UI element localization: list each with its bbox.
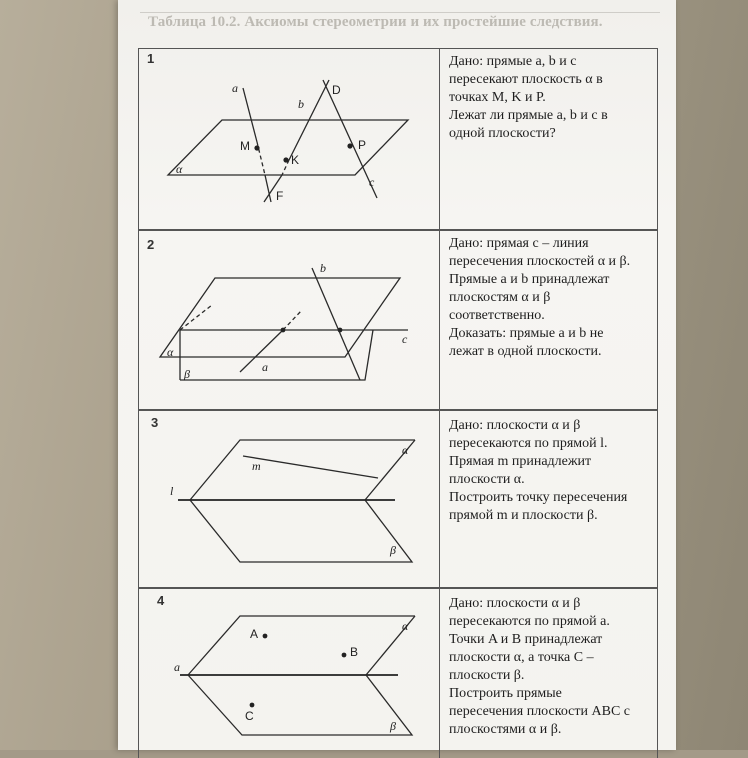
plane-beta bbox=[188, 675, 412, 735]
figure-4 bbox=[174, 616, 415, 735]
label-c: c bbox=[402, 332, 408, 346]
label-f: F bbox=[276, 189, 284, 203]
label-beta: β bbox=[390, 719, 396, 733]
label-b: b bbox=[298, 97, 304, 111]
label-a: a bbox=[262, 360, 268, 374]
line-m bbox=[243, 456, 378, 478]
task-text: Дано: прямые a, b и c пересекают плоскость α в точках M, K и P. Лежат ли прямые a, b и c в одной плоскости? bbox=[449, 54, 608, 141]
label-m: m bbox=[252, 459, 261, 473]
task-text: Дано: прямая c – линия пересечения плоскостей α и β. Прямые a и b принадлежат плоскостям α и β соответственно. Доказать: прямые a и b не лежат в одной плоскости. bbox=[449, 236, 631, 359]
label-c: c bbox=[369, 175, 375, 189]
plane-alpha bbox=[190, 440, 415, 500]
task-number: 3 bbox=[151, 415, 159, 430]
line-a bbox=[265, 175, 271, 202]
task-text: Дано: плоскости α и β пересекаются по прямой l. Прямая m принадлежит плоскости α. Построить точку пересечения прямой m и плоскости β. bbox=[449, 418, 628, 523]
figure-3 bbox=[170, 440, 415, 562]
plane-beta-hidden bbox=[180, 305, 212, 330]
figure-1 bbox=[168, 80, 408, 203]
label-b: b bbox=[320, 261, 326, 275]
label-beta: β bbox=[390, 543, 396, 557]
figure-2 bbox=[160, 261, 408, 381]
label-alpha: α bbox=[167, 345, 174, 359]
point-k bbox=[283, 157, 288, 162]
line-b bbox=[312, 268, 360, 380]
line-a-hidden bbox=[283, 310, 302, 330]
label-p: P bbox=[358, 138, 367, 152]
plane-alpha bbox=[188, 616, 415, 675]
task-number: 2 bbox=[147, 237, 155, 252]
label-beta: β bbox=[184, 367, 190, 381]
point-b bbox=[342, 653, 347, 658]
page-title: Таблица 10.2. Аксиомы стереометрии и их простейшие следствия. bbox=[148, 14, 603, 30]
label-alpha: α bbox=[402, 619, 409, 633]
label-b-point: B bbox=[350, 645, 359, 659]
label-l: l bbox=[170, 484, 174, 498]
point-intersection-b bbox=[338, 328, 343, 333]
point-a bbox=[263, 634, 268, 639]
label-d: D bbox=[332, 83, 341, 97]
point-m bbox=[254, 145, 259, 150]
point-p bbox=[347, 143, 352, 148]
label-a-line: a bbox=[174, 660, 180, 674]
task-number: 4 bbox=[157, 593, 165, 608]
point-c bbox=[250, 703, 255, 708]
plane-alpha bbox=[168, 120, 408, 175]
plane-beta bbox=[190, 500, 412, 562]
plane-beta bbox=[180, 330, 373, 380]
label-k: K bbox=[291, 153, 300, 167]
plane-alpha bbox=[160, 278, 400, 357]
label-alpha: α bbox=[176, 162, 183, 176]
task-number: 1 bbox=[147, 51, 155, 66]
label-a-point: A bbox=[250, 627, 259, 641]
task-text: Дано: плоскости α и β пересекаются по прямой a. Точки A и B принадлежат плоскости α, а точка C – плоскости β. Построить прямые пересечения плоскости ABC с плоскостями α и β. bbox=[449, 596, 631, 737]
label-a: a bbox=[232, 81, 238, 95]
label-alpha: α bbox=[402, 443, 409, 457]
label-c-point: C bbox=[245, 709, 254, 723]
line-a bbox=[243, 88, 257, 142]
point-intersection-a bbox=[281, 328, 286, 333]
label-m: M bbox=[240, 139, 250, 153]
